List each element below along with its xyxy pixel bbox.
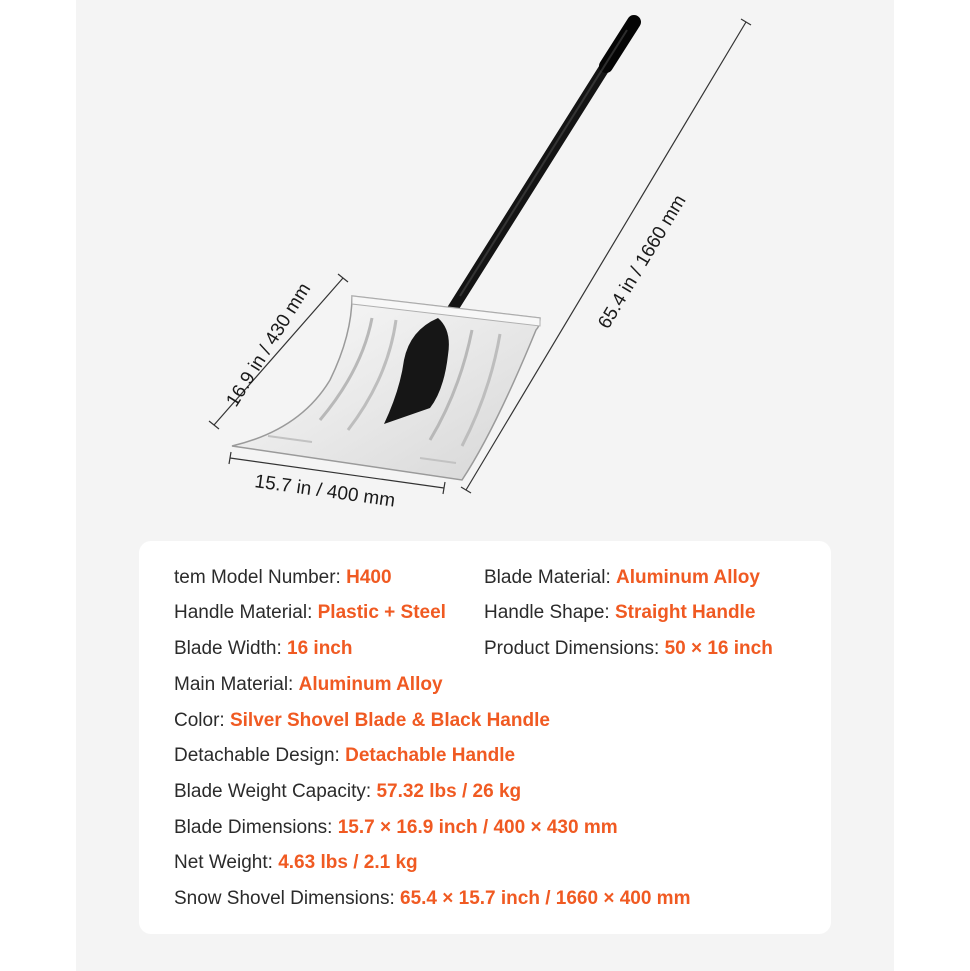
spec-color: Color: Silver Shovel Blade & Black Handle <box>174 710 550 731</box>
spec-blade-weight-capacity: Blade Weight Capacity: 57.32 lbs / 26 kg <box>174 781 522 802</box>
spec-main-material: Main Material: Aluminum Alloy <box>174 674 443 695</box>
depth-dimension-label: 16.9 in / 430 mm <box>222 279 316 411</box>
length-dimension-label: 65.4 in / 1660 mm <box>594 191 691 333</box>
spec-snow-shovel-dimensions: Snow Shovel Dimensions: 65.4 × 15.7 inch / 1660 × 400 mm <box>174 888 691 909</box>
specifications-card <box>139 541 831 934</box>
shovel-handle <box>452 22 634 310</box>
spec-model-number: tem Model Number: H400 <box>174 567 392 588</box>
spec-detachable-design: Detachable Design: Detachable Handle <box>174 745 516 766</box>
spec-blade-dimensions: Blade Dimensions: 15.7 × 16.9 inch / 400 × 430 mm <box>174 817 618 838</box>
width-dimension-label: 15.7 in / 400 mm <box>253 471 397 512</box>
spec-blade-material: Blade Material: Aluminum Alloy <box>484 567 760 588</box>
spec-handle-shape: Handle Shape: Straight Handle <box>484 602 756 623</box>
spec-handle-material: Handle Material: Plastic + Steel <box>174 602 446 623</box>
spec-net-weight: Net Weight: 4.63 lbs / 2.1 kg <box>174 852 418 873</box>
spec-blade-width: Blade Width: 16 inch <box>174 638 353 659</box>
length-dimension-line <box>461 19 751 493</box>
spec-product-dimensions: Product Dimensions: 50 × 16 inch <box>484 638 773 659</box>
